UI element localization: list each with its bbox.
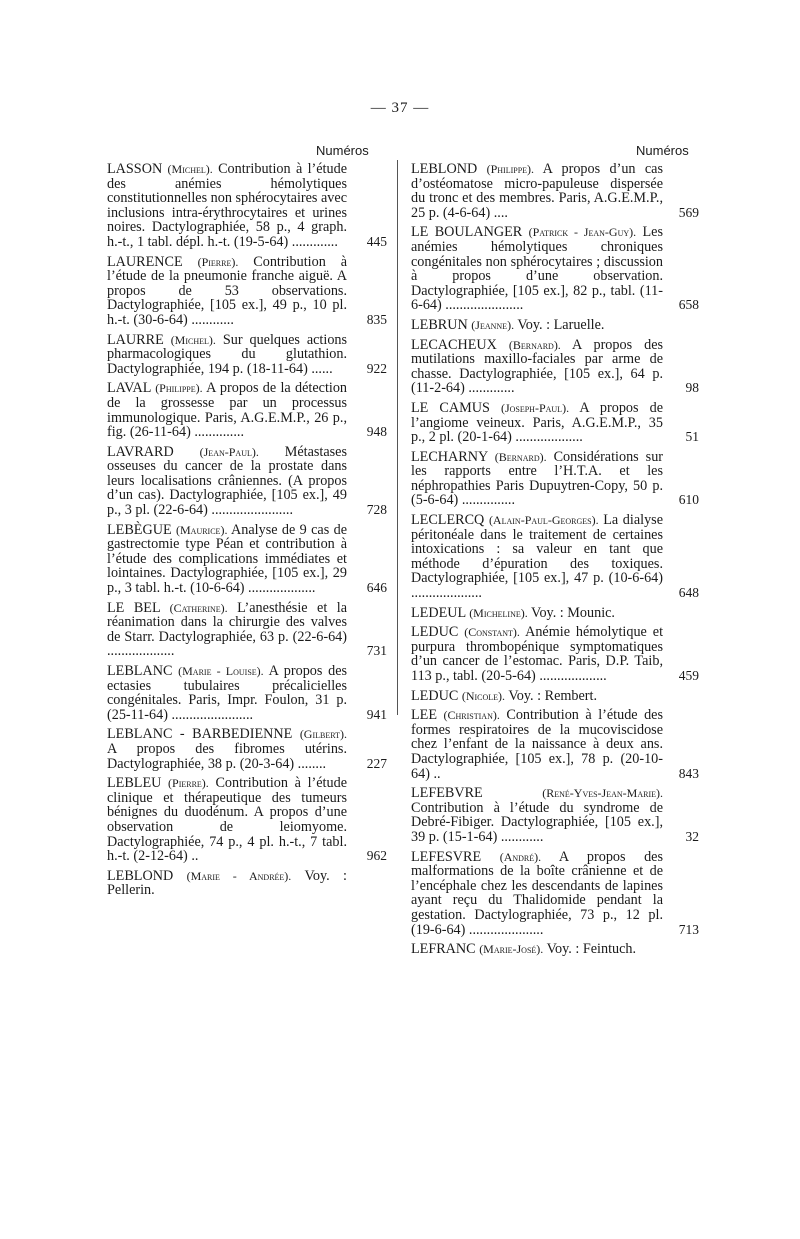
bibliography-entry bbox=[411, 848, 699, 938]
author-surname: LEBLANC - BARBEDIENNE bbox=[107, 726, 293, 743]
author-first-name: (Michel). bbox=[170, 332, 216, 347]
entry-description: Voy. : Laruelle. bbox=[517, 316, 605, 333]
author-surname: LECACHEUX bbox=[411, 336, 497, 353]
page-number: — 37 — bbox=[370, 100, 430, 116]
author-first-name: (Michel). bbox=[167, 162, 213, 176]
bibliography-entry bbox=[411, 336, 699, 397]
entry-text bbox=[411, 786, 663, 844]
author-surname: LE CAMUS bbox=[411, 399, 490, 416]
entry-number: 569 bbox=[678, 204, 699, 220]
author-surname: LEBLOND bbox=[107, 867, 174, 884]
entry-text bbox=[107, 523, 347, 596]
entry-text bbox=[411, 318, 663, 333]
author-surname: LAVAL bbox=[107, 380, 151, 397]
entry-description: A propos des ectasies tubulaires précalicielles congénitales. Paris, Impr. Foulon, 31 p. (25-11-64) ....................... bbox=[107, 663, 348, 723]
entry-description: A propos des fibromes utérins. Dactylographiée, 38 p. (20-3-64) ........ bbox=[107, 740, 347, 772]
entry-description: A propos de la détection de la grossesse par un processus immunologique. Paris, A.G.E.M.P., 26 p., fig. (26-11-64) .............. bbox=[107, 380, 348, 441]
entry-description: A propos des malformations de la boîte crânienne et de l’encéphale chez les descendants de lapines ayant reçu du Thalidomide pendant la gestation. Dactylographiée, 73 p., 12 pl. (19-6-64) ..................... bbox=[411, 848, 663, 938]
bibliography-entry bbox=[107, 381, 389, 439]
entry-text bbox=[107, 333, 347, 377]
bibliography-entry bbox=[411, 606, 693, 621]
entry-number: 459 bbox=[678, 668, 699, 683]
entry-number: 227 bbox=[366, 755, 387, 771]
entry-text bbox=[411, 708, 663, 781]
entry-number: 32 bbox=[685, 828, 699, 844]
entry-text bbox=[107, 445, 347, 518]
entry-description: Contribution à l’étude clinique et thérapeutique des tumeurs bénignes du duodénum. A propos d’une observation de leiomyome. Dactylographiée, 74 p., 4 pl. h.-t., 7 tabl. h.-t. (2-12-64) .. bbox=[107, 775, 347, 865]
bibliography-entry bbox=[411, 624, 699, 684]
entry-text bbox=[107, 869, 347, 898]
author-surname: LEE bbox=[411, 707, 437, 724]
entry-number: 731 bbox=[366, 643, 387, 659]
entry-number: 941 bbox=[366, 706, 387, 722]
entry-description: Voy. : Rembert. bbox=[508, 687, 598, 704]
left-column bbox=[107, 162, 389, 903]
author-first-name: (Philippe). bbox=[155, 381, 203, 396]
author-first-name: (Christian). bbox=[443, 708, 500, 723]
entry-description: Analyse de 9 cas de gastrectomie type Péan et contribution à l’étude des complications immédiates et lointaines. Dactylographiée, [105 ex.], 29 p., 3 tabl. h.-t. (10-6-64) ................... bbox=[107, 521, 348, 597]
author-first-name: (Nicole). bbox=[461, 688, 506, 703]
author-surname: LECLERCQ bbox=[411, 512, 485, 529]
entry-text bbox=[411, 850, 663, 938]
entry-number: 728 bbox=[366, 502, 387, 518]
author-surname: LE BEL bbox=[107, 599, 161, 616]
entry-description: A propos de l’angiome veineux. Paris, A.G.E.M.P., 35 p., 2 pl. (20-1-64) ................... bbox=[411, 399, 663, 446]
author-surname: LEBÈGUE bbox=[107, 521, 172, 538]
author-surname: LAURENCE bbox=[107, 253, 183, 270]
author-first-name: (Jean-Paul). bbox=[199, 444, 259, 459]
author-surname: LEBLOND bbox=[411, 161, 478, 177]
entry-text bbox=[411, 401, 663, 445]
author-first-name: (Bernard). bbox=[494, 449, 547, 464]
author-first-name: (René-Yves-Jean-Marie). bbox=[542, 786, 663, 801]
author-first-name: (Marie-José). bbox=[479, 942, 544, 957]
entry-text bbox=[107, 255, 347, 328]
entry-text bbox=[411, 450, 663, 508]
author-surname: LAURRE bbox=[107, 331, 164, 348]
bibliography-entry bbox=[107, 869, 389, 898]
entry-description: Contribution à l’étude des anémies hémolytiques constitutionnelles non sphérocytaires avec inclusions intra-érythrocytaires et urines noires. Dactylographiée, 58 p., 4 graph. h.-t., 1 tabl. dépl. h.-t. (19-5-64) ............. bbox=[107, 161, 347, 250]
entry-description: Voy. : Feintuch. bbox=[546, 941, 637, 958]
entry-text bbox=[411, 338, 663, 396]
entry-number: 51 bbox=[685, 429, 699, 445]
entry-number: 962 bbox=[366, 848, 387, 864]
entry-number: 98 bbox=[685, 380, 699, 396]
author-surname: LEDUC bbox=[411, 687, 459, 704]
entry-description: A propos d’un cas d’ostéomatose micro-papuleuse dispersée du tronc et des membres. Paris, A.G.E.M.P., 25 p. (4-6-64) .... bbox=[411, 161, 664, 221]
entry-text bbox=[411, 942, 663, 957]
bibliography-entry bbox=[411, 707, 699, 782]
bibliography-entry bbox=[411, 224, 699, 314]
author-first-name: (Pierre). bbox=[168, 776, 209, 791]
entry-text bbox=[107, 601, 347, 659]
entry-number: 646 bbox=[366, 580, 387, 596]
entry-text bbox=[411, 625, 663, 683]
author-first-name: (Bernard). bbox=[508, 337, 561, 352]
author-first-name: (Maurice). bbox=[176, 522, 228, 537]
author-first-name: (Catherine). bbox=[169, 600, 228, 615]
bibliography-entry bbox=[411, 689, 693, 704]
author-first-name: (Philippe). bbox=[486, 162, 535, 176]
entry-number: 445 bbox=[366, 233, 387, 249]
author-surname: LE BOULANGER bbox=[411, 224, 523, 241]
bibliography-entry bbox=[107, 445, 389, 518]
bibliography-entry bbox=[411, 161, 699, 221]
author-first-name: (Jeanne). bbox=[471, 317, 515, 332]
entry-text bbox=[411, 225, 663, 313]
author-surname: LEDEUL bbox=[411, 604, 466, 621]
entry-text bbox=[107, 162, 347, 250]
bibliography-entry bbox=[411, 399, 699, 446]
author-first-name: (Pierre). bbox=[197, 254, 239, 269]
bibliography-entry bbox=[107, 776, 389, 864]
entry-description: Considérations sur les rapports entre l’H.T.A. et les néphropathies Paris Dupuytren-Copy, 50 p. (5-6-64) ............... bbox=[411, 448, 664, 509]
bibliography-entry bbox=[411, 318, 693, 333]
entry-description: Voy. : Mounic. bbox=[531, 604, 615, 621]
author-first-name: (Patrick - Jean-Guy). bbox=[528, 225, 637, 240]
entry-description: L’anesthésie et la réanimation dans la chirurgie des valves de Starr. Dactylographiée, 63 p. (22-6-64) ................... bbox=[107, 599, 348, 660]
author-surname: LEBLANC bbox=[107, 663, 173, 679]
author-surname: LEFRANC bbox=[411, 941, 476, 958]
author-surname: LASSON bbox=[107, 161, 163, 177]
entry-description: Contribution à l’étude des formes respiratoires de la mucoviscidose chez l’enfant de la naissance à deux ans. Dactylographiée, [105 ex.], 78 p. (20-10-64) .. bbox=[411, 707, 664, 782]
entry-number: 648 bbox=[678, 585, 699, 601]
author-first-name: (Alain-Paul-Georges). bbox=[488, 513, 599, 528]
author-surname: LEFEBVRE bbox=[411, 785, 483, 802]
entry-number: 835 bbox=[366, 311, 387, 327]
entry-text bbox=[411, 689, 663, 704]
entry-text bbox=[411, 606, 663, 621]
entry-text bbox=[107, 776, 347, 864]
entry-description: La dialyse péritonéale dans le traitement de certaines intoxications : sa valeur en tant que méthode d’épuration des toxiques. Dactylographiée, [105 ex.], 47 p. (10-6-64) .................... bbox=[411, 512, 663, 602]
entry-text bbox=[107, 381, 347, 439]
author-surname: LEFESVRE bbox=[411, 848, 482, 865]
bibliography-entry bbox=[107, 664, 389, 722]
entry-number: 713 bbox=[678, 921, 699, 937]
entry-text bbox=[107, 664, 347, 722]
bibliography-entry bbox=[411, 942, 693, 957]
entry-description: Anémie hémolytique et purpura thrombopénique symptomatiques d’un cancer de l’estomac. Paris, D.P. Taib, 113 p., tabl. (20-5-64) ................... bbox=[411, 624, 664, 684]
bibliography-entry bbox=[107, 333, 389, 377]
entry-description: A propos des mutilations maxillo-faciales par arme de chasse. Dactylographiée, [105 ex.], 64 p. (11-2-64) ............. bbox=[411, 336, 664, 397]
author-first-name: (André). bbox=[499, 849, 542, 864]
author-first-name: (Constant). bbox=[464, 625, 520, 640]
author-first-name: (Marie - Andrée). bbox=[186, 868, 292, 883]
bibliography-entry bbox=[411, 448, 699, 509]
entry-number: 922 bbox=[366, 360, 387, 376]
entry-number: 658 bbox=[678, 297, 699, 313]
author-first-name: (Joseph-Paul). bbox=[500, 400, 570, 415]
author-first-name: (Gilbert). bbox=[299, 727, 347, 742]
entry-description: Les anémies hémolytiques chroniques congénitales non sphérocytaires ; discussion à propos d’une observation. Dactylographiée, [105 ex.], 82 p., tabl. (11-6-64) ...................... bbox=[411, 224, 663, 314]
author-surname: LEBLEU bbox=[107, 775, 162, 792]
entry-number: 843 bbox=[678, 765, 699, 781]
entry-description: Métastases osseuses du cancer de la prostate dans leurs localisations crâniennes. (A propos d’un cas). Dactylographiée, [105 ex.], 49 p., 3 pl. (22-6-64) ....................... bbox=[107, 443, 348, 519]
entry-number: 948 bbox=[366, 424, 387, 440]
column-header-left: Numéros bbox=[316, 143, 369, 158]
entry-text bbox=[411, 162, 663, 220]
author-surname: LECHARNY bbox=[411, 448, 488, 465]
entry-number: 610 bbox=[678, 492, 699, 508]
right-column bbox=[411, 161, 699, 962]
entry-text bbox=[411, 513, 663, 601]
author-first-name: (Micheline). bbox=[469, 605, 528, 620]
bibliography-entry bbox=[107, 162, 389, 250]
entry-description: Sur quelques actions pharmacologiques du glutathion. Dactylographiée, 194 p. (18-11-64) ...... bbox=[107, 331, 348, 377]
author-surname: LEDUC bbox=[411, 624, 459, 641]
entry-description: Contribution à l’étude de la pneumonie franche aiguë. A propos de 53 observations. Dactylographiée, [105 ex.], 49 p., 10 pl. h.-t. (30-6-64) ............ bbox=[107, 253, 347, 328]
bibliography-entry bbox=[107, 523, 389, 596]
entry-description: Voy. : Pellerin. bbox=[107, 867, 348, 899]
column-divider bbox=[397, 160, 398, 715]
author-first-name: (Marie - Louise). bbox=[178, 664, 264, 678]
bibliography-entry bbox=[107, 601, 389, 659]
entry-text bbox=[107, 727, 347, 771]
column-header-right: Numéros bbox=[636, 143, 689, 158]
entry-description: Contribution à l’étude du syndrome de Debré-Fibiger. Dactylographiée, [105 ex.], 39 p. (15-1-64) ............ bbox=[411, 799, 663, 845]
bibliography-entry bbox=[411, 785, 699, 845]
bibliography-entry bbox=[411, 512, 699, 602]
bibliography-entry bbox=[107, 727, 389, 771]
author-surname: LEBRUN bbox=[411, 316, 468, 333]
bibliography-entry bbox=[107, 255, 389, 328]
author-surname: LAVRARD bbox=[107, 443, 174, 460]
